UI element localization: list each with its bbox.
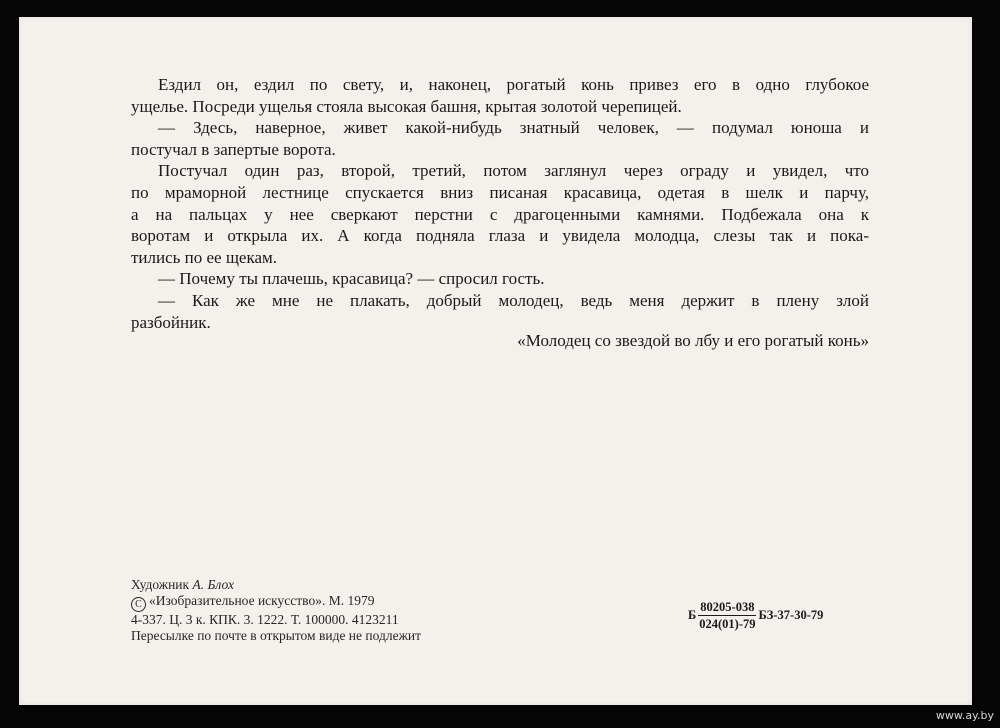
print-info: 4-337. Ц. 3 к. КПК. 3. 1222. Т. 100000. 4123211 bbox=[131, 612, 399, 627]
postal-note: Пересылке по почте в открытом виде не подлежит bbox=[131, 628, 422, 643]
text-line: постучал в запертые ворота. bbox=[131, 139, 336, 159]
text-line: ущелье. Посреди ущелья стояла высокая башня, крытая золотой черепицей. bbox=[131, 96, 682, 116]
artist-credit bbox=[131, 577, 421, 593]
story-paragraph-5 bbox=[131, 290, 869, 333]
text-line: Постучал один раз, второй, третий, потом заглянул через ограду и увидел, что bbox=[158, 161, 869, 181]
text-line: тились по ее щекам. bbox=[131, 247, 278, 267]
price-code-prefix: Б bbox=[688, 608, 697, 622]
artist-name: А. Блох bbox=[192, 577, 234, 592]
text-line: — Как же мне не плакать, добрый молодец, ведь меня держит в плену злой bbox=[158, 290, 869, 310]
price-code-fraction bbox=[697, 600, 757, 631]
story-paragraph-4 bbox=[131, 268, 869, 290]
text-line: Ездил он, ездил по свету, и, наконец, рогатый конь привез его в одно глубокое bbox=[158, 75, 869, 94]
text-line: а на пальцах у нее сверкают перстни с драгоценными камнями. Подбежала она к bbox=[131, 204, 869, 224]
text-line: воротам и открыла их. А когда подняла глаза и увидела молодца, слезы так и пока- bbox=[131, 226, 869, 246]
text-line: — Почему ты плачешь, красавица? — спросил гость. bbox=[158, 269, 545, 289]
story-paragraph-2 bbox=[131, 117, 869, 160]
publisher-text: «Изобразительное искусство». М. 1979 bbox=[149, 593, 375, 608]
publisher-line bbox=[131, 593, 421, 612]
text-line: разбойник. bbox=[131, 312, 211, 332]
artist-label: Художник bbox=[131, 577, 190, 592]
price-code bbox=[688, 600, 823, 631]
text-line: по мраморной лестнице спускается вниз писаная красавица, одетая в шелк и парчу, bbox=[131, 182, 869, 202]
copyright-icon: C bbox=[131, 597, 146, 612]
story-source-caption: «Молодец со звездой во лбу и его рогатый конь» bbox=[517, 331, 869, 350]
text-line: — Здесь, наверное, живет какой-нибудь знатный человек, — подумал юноша и bbox=[158, 118, 869, 138]
site-watermark: www.ay.by bbox=[935, 709, 994, 722]
story-paragraph-3 bbox=[131, 160, 869, 268]
price-code-numerator: 80205-038 bbox=[700, 600, 755, 614]
price-code-denominator: 024(01)-79 bbox=[699, 617, 756, 631]
price-code-suffix: БЗ-37-30-79 bbox=[758, 608, 824, 622]
story-paragraph-1 bbox=[131, 74, 869, 117]
imprint-block bbox=[131, 577, 421, 644]
postcard-back bbox=[19, 17, 972, 705]
story-text bbox=[131, 74, 869, 333]
